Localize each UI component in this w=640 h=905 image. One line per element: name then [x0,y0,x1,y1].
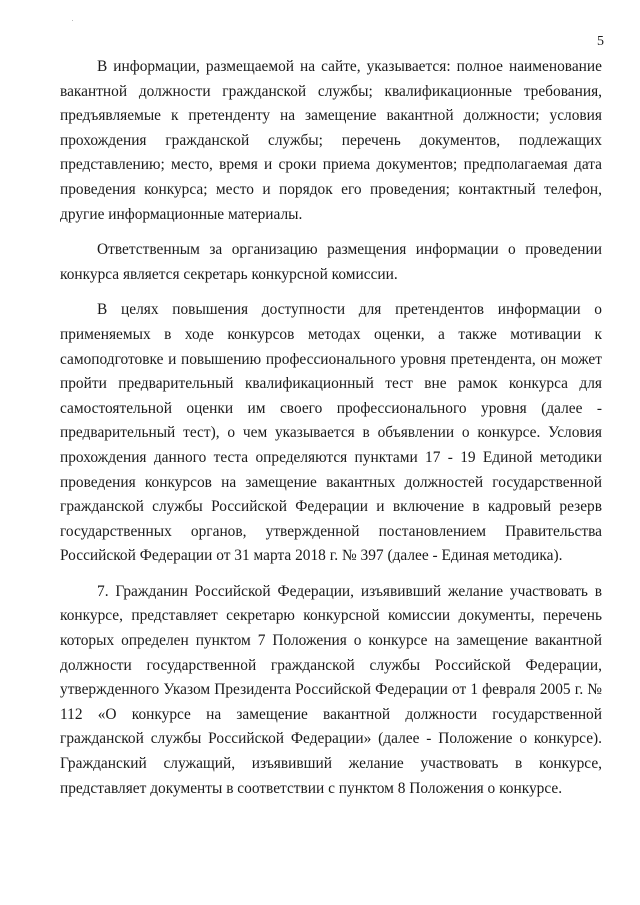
document-body [60,55,602,812]
paragraph-item-7-documents: 7. Гражданин Российской Федерации, изъявивший желание участвовать в конкурсе, представляет секретарю конкурсной комиссии документы, перечень которых определен пунктом 7 Положения о конкурсе на замещение вакантной должности государственной гражданской службы Российской Федерации, утвержденного Указом Президента Российской Федерации от 1 февраля 2005 г. № 112 «О конкурсе на замещение вакантной должности государственной гражданской службы Российской Федерации» (далее - Положение о конкурсе). Гражданский служащий, изъявивший желание участвовать в конкурсе, представляет документы в соответствии с пунктом 8 Положения о конкурсе. [60,582,602,797]
paragraph-preliminary-test: В целях повышения доступности для претендентов информации о применяемых в ходе конкурсов методах оценки, а также мотивации к самоподготовке и повышению профессионального уровня претендента, он может пройти предварительный квалификационный тест вне рамок конкурса для самостоятельной оценки им своего профессионального уровня (далее - предварительный тест), о чем указывается в объявлении о конкурсе. Условия прохождения данного теста определяются пунктами 17 - 19 Единой методики проведения конкурсов на замещение вакантных должностей государственной гражданской службы Российской Федерации и включение в кадровый резерв государственных органов, утвержденной постановлением Правительства Российской Федерации от 31 марта 2018 г. № 397 (далее - Единая методика). [60,301,602,565]
page-number: 5 [597,34,604,49]
scan-speck [72,20,73,21]
paragraph-site-information: В информации, размещаемой на сайте, указывается: полное наименование вакантной должности гражданской службы; квалификационные требования, предъявляемые к претенденту на замещение вакантной должности; условия прохождения гражданской службы; перечень документов, подлежащих представлению; место, время и сроки приема документов; предполагаемая дата проведения конкурса; место и порядок его проведения; контактный телефон, другие информационные материалы. [60,58,602,223]
paragraph-responsible-person: Ответственным за организацию размещения информации о проведении конкурса является секретарь конкурсной комиссии. [60,241,602,283]
